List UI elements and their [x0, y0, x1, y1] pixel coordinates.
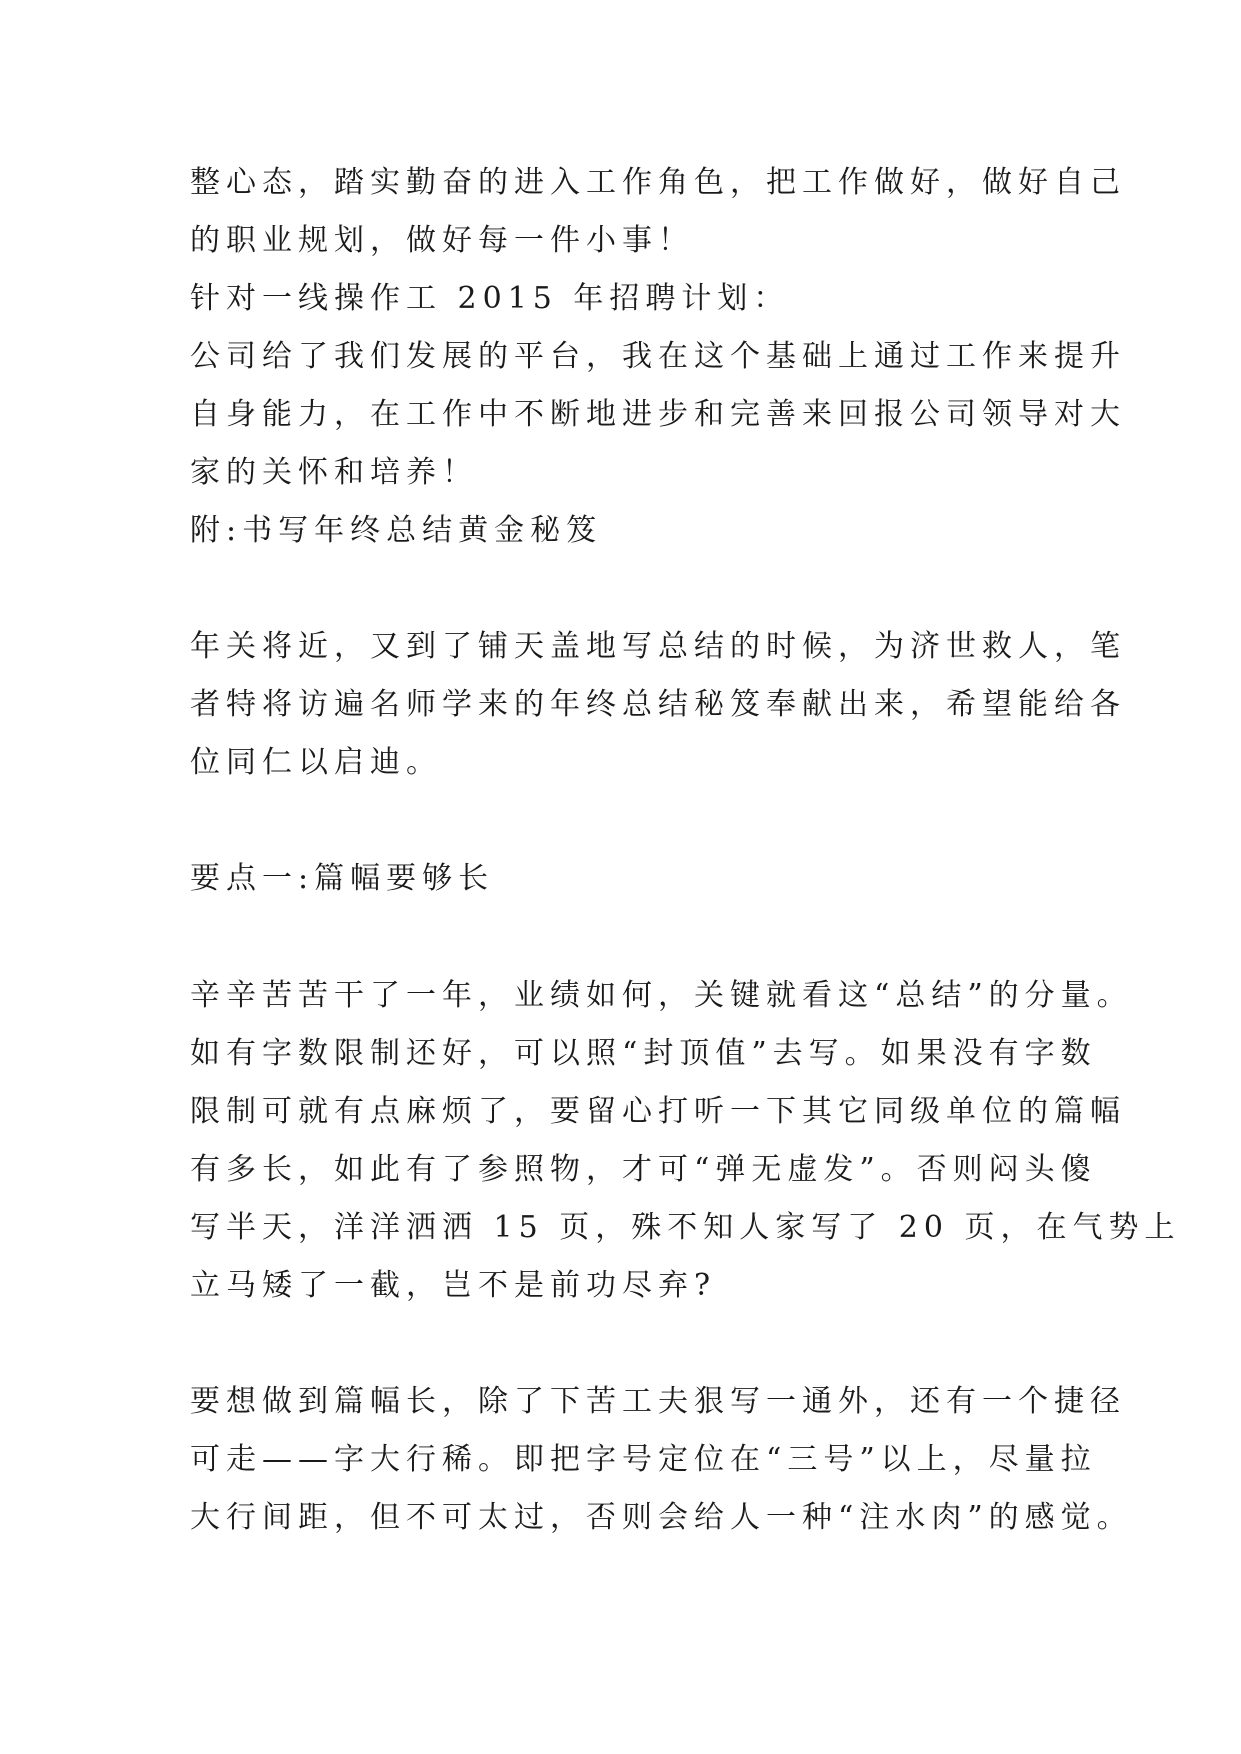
paragraph-4-line-3: 限制可就有点麻烦了，要留心打听一下其它同级单位的篇幅 — [190, 1094, 1126, 1129]
paragraph-1-line-1: 整心态，踏实勤奋的进入工作角色，把工作做好，做好自己 — [190, 165, 1126, 200]
paragraph-4-line-6: 立马矮了一截，岂不是前功尽弃? — [190, 1268, 717, 1303]
paragraph-1-line-2: 的职业规划，做好每一件小事！ — [190, 223, 694, 258]
paragraph-5-line-1: 要想做到篇幅长，除了下苦工夫狠写一通外，还有一个捷径 — [190, 1384, 1126, 1419]
paragraph-2-line-1: 公司给了我们发展的平台，我在这个基础上通过工作来提升 — [190, 339, 1126, 374]
paragraph-4-line-5: 写半天，洋洋洒洒 15 页，殊不知人家写了 20 页，在气势上 — [190, 1210, 1181, 1245]
paragraph-3-line-3: 位同仁以启迪。 — [190, 745, 442, 780]
paragraph-3-line-2: 者特将访遍名师学来的年终总结秘笈奉献出来，希望能给各 — [190, 687, 1126, 722]
point-1-title: 要点一:篇幅要够长 — [190, 861, 495, 896]
paragraph-2-line-3: 家的关怀和培养！ — [190, 455, 478, 490]
paragraph-5-line-3: 大行间距，但不可太过，否则会给人一种“注水肉”的感觉。 — [190, 1500, 1133, 1535]
recruitment-plan-heading: 针对一线操作工 2015 年招聘计划： — [190, 281, 790, 316]
paragraph-4-line-2: 如有字数限制还好，可以照“封顶值”去写。如果没有字数 — [190, 1036, 1097, 1071]
paragraph-4-line-1: 辛辛苦苦干了一年，业绩如何，关键就看这“总结”的分量。 — [190, 978, 1133, 1013]
paragraph-5-line-2: 可走——字大行稀。即把字号定位在“三号”以上，尽量拉 — [190, 1442, 1097, 1477]
paragraph-3-line-1: 年关将近，又到了铺天盖地写总结的时候，为济世救人，笔 — [190, 629, 1126, 664]
paragraph-2-line-2: 自身能力，在工作中不断地进步和完善来回报公司领导对大 — [190, 397, 1126, 432]
appendix-title: 附:书写年终总结黄金秘笈 — [190, 513, 603, 548]
paragraph-4-line-4: 有多长，如此有了参照物，才可“弹无虚发”。否则闷头傻 — [190, 1152, 1097, 1187]
